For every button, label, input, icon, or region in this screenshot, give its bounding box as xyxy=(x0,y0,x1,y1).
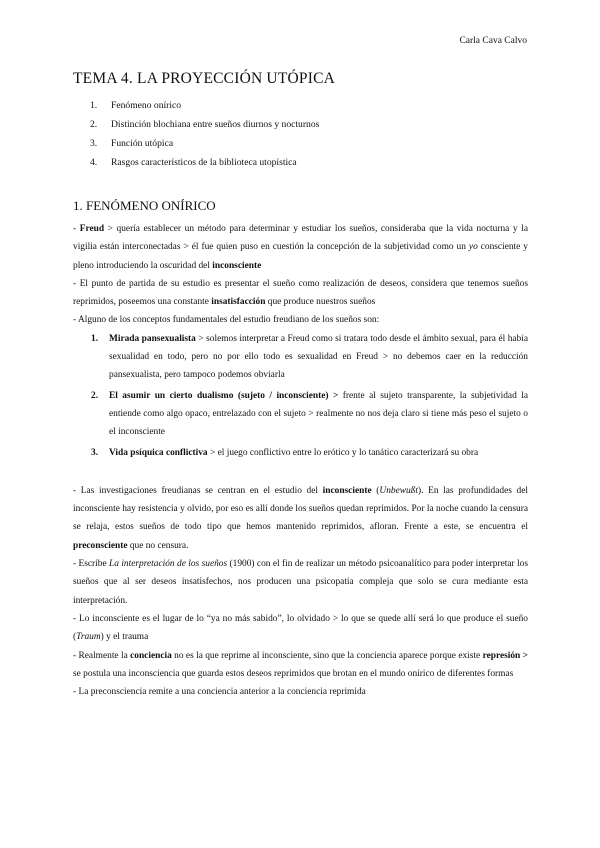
spacer xyxy=(73,464,528,482)
toc-item: 1. Fenómeno onírico xyxy=(90,100,182,111)
concept-item: 2. El asumir un cierto dualismo (sujeto / inconsciente) > frente al sujeto transparente, la subjetividad la entiende como algo opaco, entrelazado con el sujeto > realmente no nos deja claro si tiene más peso el sujeto o el inconsciente xyxy=(91,390,528,438)
paragraph-starting-point: - El punto de partida de su estudio es presentar el sueño como realización de deseos, considera que tenemos sueños reprimidos, poseemos una constante insatisfacción que produce nuestros sueños xyxy=(73,278,528,308)
toc-item: 2. Distinción blochiana entre sueños diurnos y nocturnos xyxy=(90,119,320,130)
paragraph-investigations: - Las investigaciones freudianas se centran en el estudio del inconsciente (Unbewußt). En las profundidades del inconsciente hay resistencia y olvido, por eso es allí donde los sueños quedan reprimidos. Por la noche cuando la censura se relaja, estos sueños de todo tipo que hemos mantenido reprimidos, afloran. Frente a este, se encuentra el preconsciente que no censura. xyxy=(73,485,528,551)
concepts-list xyxy=(73,330,528,462)
document-body xyxy=(73,70,528,701)
section-heading: 1. FENÓMENO ONÍRICO xyxy=(73,198,216,213)
paragraph-concepts-intro: - Alguno de los conceptos fundamentales del estudio freudiano de los sueños son: xyxy=(73,315,380,326)
paragraph-conscience: - Realmente la conciencia no es la que reprime al inconsciente, sino que la conciencia aparece porque existe represión > se postula una inconsciencia que guarda estos deseos reprimidos que brotan en el mundo onírico de diferentes formas xyxy=(73,650,528,679)
author-name: Carla Cava Calvo xyxy=(459,36,527,46)
document-title: TEMA 4. LA PROYECCIÓN UTÓPICA xyxy=(73,70,335,87)
concept-item: 1. Mirada pansexualista > solemos interpretar a Freud como si tratara todo desde el ámbito sexual, para él había sexualidad en todo, pero no por ello todo es sexualidad en Freud > no debemos caer en la reducción pansexualista, pero tampoco podemos obviarla xyxy=(91,333,528,381)
paragraph-interpretation: - Escribe La interpretación de los sueños (1900) con el fin de realizar un método psicoanalítico para poder interpretar los sueños que al ser deseos insatisfechos, nos producen una psicopatía compleja que solo se cura mediante esta interpretación. xyxy=(73,559,528,606)
paragraph-preconscience: - La preconsciencia remite a una conciencia anterior a la conciencia reprimida xyxy=(73,687,366,698)
paragraph-freud: - Freud > quería establecer un método para determinar y estudiar los sueños, consideraba que la vida nocturna y la vigilia están interconectadas > él fue quien puso en cuestión la concepción de la subjetividad como un yo consciente y pleno introduciendo la oscuridad del inconsciente xyxy=(73,224,528,271)
concept-item: 3. Vida psíquica conflictiva > el juego conflictivo entre lo erótico y lo tanático caracterizará su obra xyxy=(91,447,479,458)
table-of-contents xyxy=(73,96,528,172)
toc-item: 3. Función utópica xyxy=(90,138,174,149)
toc-item: 4. Rasgos característicos de la biblioteca utopística xyxy=(90,157,297,168)
paragraph-unconscious: - Lo inconsciente es el lugar de lo “ya no más sabido”, lo olvidado > lo que se quede allí será lo que produce el sueño (Traum) y el trauma xyxy=(73,613,528,643)
